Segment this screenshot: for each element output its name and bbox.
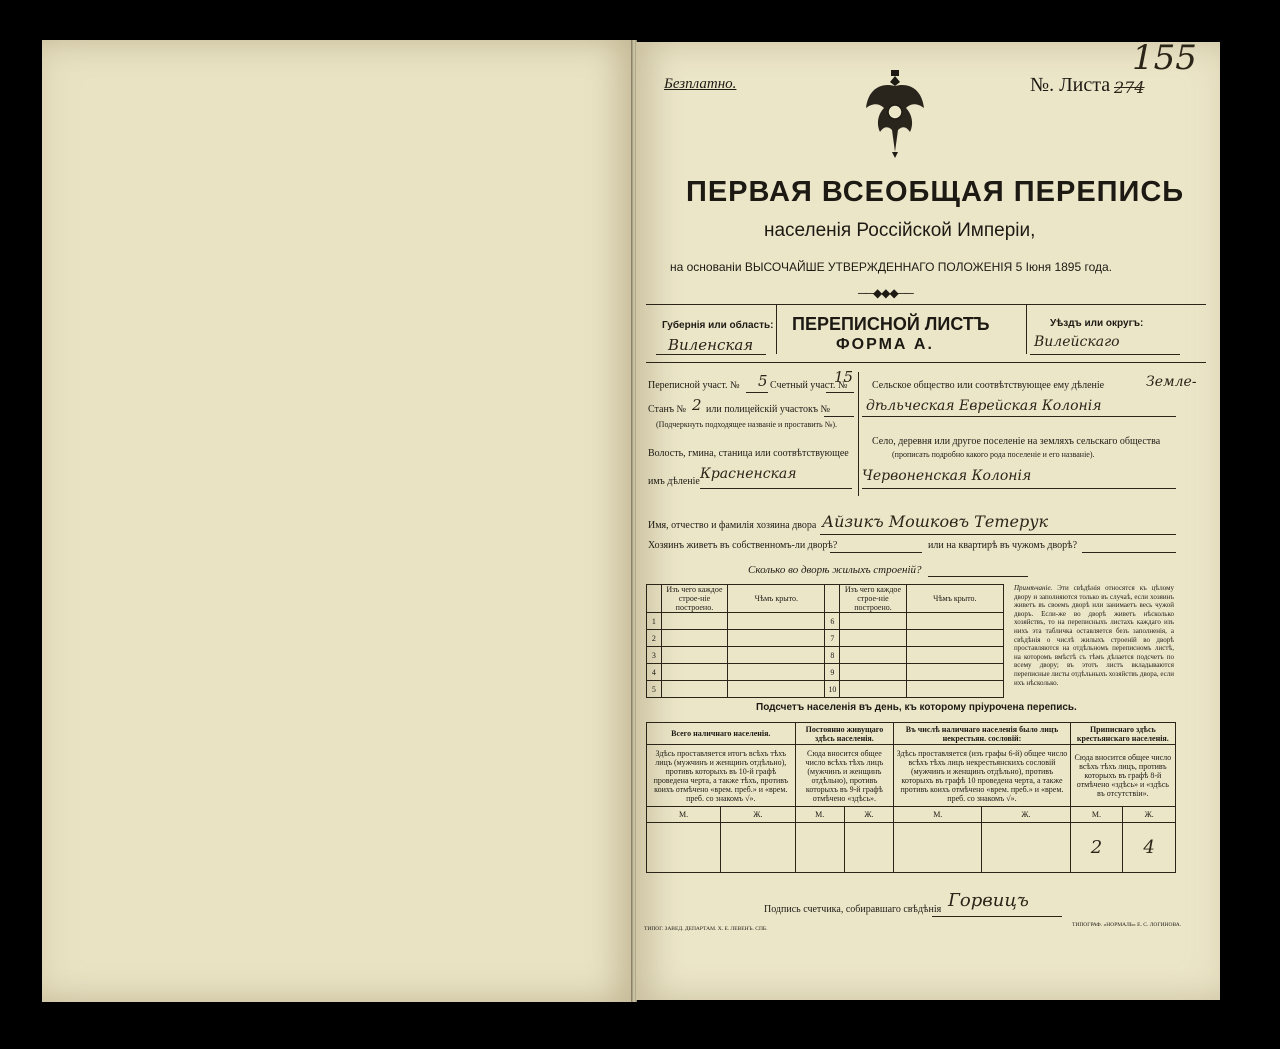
row-number: 10 [825,681,840,698]
footer-printer-right: ТИПОГРАФ. «НОРМАЛЬ» Е. С. ЛОГИНОВА. [1072,922,1182,928]
underline-note: (Подчеркнуть подходящее названіе и проставить №). [656,420,837,429]
col4-zh-head: Ж. [1123,807,1176,823]
volost-value: Красненская [700,466,797,482]
sheet-number-struck: 274 [1114,78,1145,97]
district-value: Вилейскаго [1034,334,1120,350]
col1-head: Всего наличнаго населенія. [647,723,796,745]
col2-text: Сюда вносится общее число всѣхъ тѣхъ лицъ (мужчинъ и женщинъ отдѣльно), противъ которыхъ въ 9-й графѣ отмѣчено «здѣсь». [795,745,894,807]
counter-signature: Горвицъ [948,890,1029,911]
sheet-number-label: №. Листа [1030,74,1111,96]
col3-zh-head: Ж. [982,807,1070,823]
double-headed-eagle-icon [862,68,928,160]
col3-m-head: М. [894,807,982,823]
col1-zh-head: Ж. [721,807,795,823]
residence-rent-label: или на квартирѣ въ чужомъ дворѣ? [928,540,1078,551]
stan-value: 2 [692,396,702,414]
col4-m-head: М. [1070,807,1123,823]
row-number: 2 [647,630,662,647]
row-number: 1 [647,613,662,630]
residence-own-label: Хозяинъ живетъ въ собственномъ-ли дворѣ? [648,540,838,551]
col2-m-head: М. [795,807,844,823]
left-blank-page [42,40,634,1002]
signature-label: Подпись счетчика, собиравшаго свѣдѣнія [764,904,942,915]
census-area-value: 5 [758,372,768,390]
province-label: Губернія или область: [662,320,774,331]
count-title: Подсчетъ населенія въ день, къ которому пріурочена перепись. [756,702,1077,713]
col1-m-head: М. [647,807,721,823]
society-value-2: дѣльческая Еврейская Колонія [866,398,1102,414]
col3-text: Здѣсь проставляется (изъ графы 6-й) общее число всѣхъ тѣхъ лицъ некрестьянскихъ сословій (мужчинъ и женщинъ отдѣльно), противъ которыхъ въ графѣ 10 проведена черта, а также противъ коихъ отмѣчено «врем. преб.» и «врем. преб. со знакомъ √». [894,745,1070,807]
fields-column-divider [858,372,859,496]
row-number: 3 [647,647,662,664]
col3-head: Въ числѣ наличнаго населенія было лицъ некрестьян. сословій: [894,723,1070,745]
col2-zh-head: Ж. [844,807,893,823]
note-text: Эти свѣдѣнія относятся къ цѣлому двору и заполняются только въ случаѣ, если хозяинъ живетъ въ своемъ дворѣ или занимаетъ весь чужой дворъ. Если-же во дворѣ живетъ нѣсколько хозяйствъ, то на переписныхъ листахъ каждаго изъ нихъ эта табличка оставляется безъ заполненія, а свѣдѣнія о числѣ жилыхъ строеній во дворѣ проставляются на отдѣльномъ переписномъ листѣ, на которомъ вмѣстѣ съ тѣмъ дѣлается подсчетъ по всему двору; въ этотъ листъ вкладываются переписные листы отдѣльныхъ хозяйствъ двора, если ихъ нѣсколько. [1014,584,1174,687]
row-number: 7 [825,630,840,647]
col1-text: Здѣсь проставляется итогъ всѣхъ тѣхъ лицъ (мужчинъ и женщинъ отдѣльно), противъ которыхъ въ 10-й графѣ проведена черта, а также тѣхъ, противъ коихъ отмѣчено «врем. преб.» и «врем. преб. со знакомъ √». [647,745,796,807]
footer-printer-left: ТИПОГ. ЗАВЕД. ДЕПАРТАМ. Х. Е. ЛЕВЕНЪ. СПБ. [644,926,768,932]
col-roof-right: Чѣмъ крыто. [906,585,1003,613]
col-roof-left: Чѣмъ крыто. [728,585,825,613]
col4-zh-value: 4 [1123,823,1176,873]
stan-label: Станъ № [648,404,687,415]
volost-label-2: имъ дѣленіе [648,476,700,487]
row-number: 6 [825,613,840,630]
census-legal-basis: на основаніи ВЫСОЧАЙШЕ УТВЕРЖДЕННАГО ПОЛОЖЕНІЯ 5 Іюня 1895 года. [670,260,1113,274]
archive-number: 155 [1132,38,1197,78]
police-station-label: или полицейскій участокъ № [706,404,831,415]
buildings-table [646,584,1004,698]
free-label: Безплатно. [664,76,737,92]
village-note: (прописать подробно какого рода поселеніе и его названіе). [892,450,1095,459]
col4-head: Приписнаго здѣсь крестьянскаго населенія. [1070,723,1175,745]
form-top-rule [646,304,1206,305]
col2-head: Постоянно живущаго здѣсь населенія. [795,723,894,745]
row-number: 9 [825,664,840,681]
society-value-1: Земле- [1146,374,1197,390]
row-number: 4 [647,664,662,681]
village-label: Село, деревня или другое поселеніе на земляхъ сельскаго общества [872,436,1161,447]
buildings-note [1014,584,1174,687]
col4-text: Сюда вносится общее число всѣхъ тѣхъ лицъ, противъ которыхъ въ графѣ 8-й отмѣчено «здѣсь» и «здѣсь въ отсутствіи». [1070,745,1175,807]
population-count-table [646,722,1176,873]
volost-label: Волость, гмина, станица или соотвѣтствующее [648,448,849,459]
count-area-value: 15 [834,368,854,386]
society-label: Сельское общество или соотвѣтствующее ему дѣленіе [872,380,1105,391]
buildings-question: Сколько во дворѣ жилыхъ строеній? [748,564,922,576]
count-area-label: Счетный участ. № [770,380,848,391]
census-area-label: Переписной участ. № [648,380,740,391]
village-value: Червоненская Колонія [862,468,1032,484]
census-subtitle: населенія Россійской Имперіи, [764,220,1036,241]
district-label: Уѣздъ или округъ: [1050,318,1144,329]
ornament-divider: ──◆◆◆── [858,286,913,300]
form-title-line-2: ФОРМА А. [836,336,934,353]
row-number: 8 [825,647,840,664]
owner-value: Айзикъ Мошковъ Тетерук [822,512,1049,531]
note-title: Примѣчаніе. [1014,584,1053,592]
form-title-line-1: ПЕРЕПИСНОЙ ЛИСТЪ [792,314,990,334]
census-main-title: ПЕРВАЯ ВСЕОБЩАЯ ПЕРЕПИСЬ [686,176,1185,208]
row-number: 5 [647,681,662,698]
col4-m-value: 2 [1070,823,1123,873]
col-what-built-right: Изъ чего каждое строе-ніе построено. [840,585,906,613]
owner-label: Имя, отчество и фамилія хозяина двора [648,520,817,531]
census-form-page [636,38,1220,1000]
col-what-built-left: Изъ чего каждое строе-ніе построено. [661,585,727,613]
province-value: Виленская [668,336,754,354]
